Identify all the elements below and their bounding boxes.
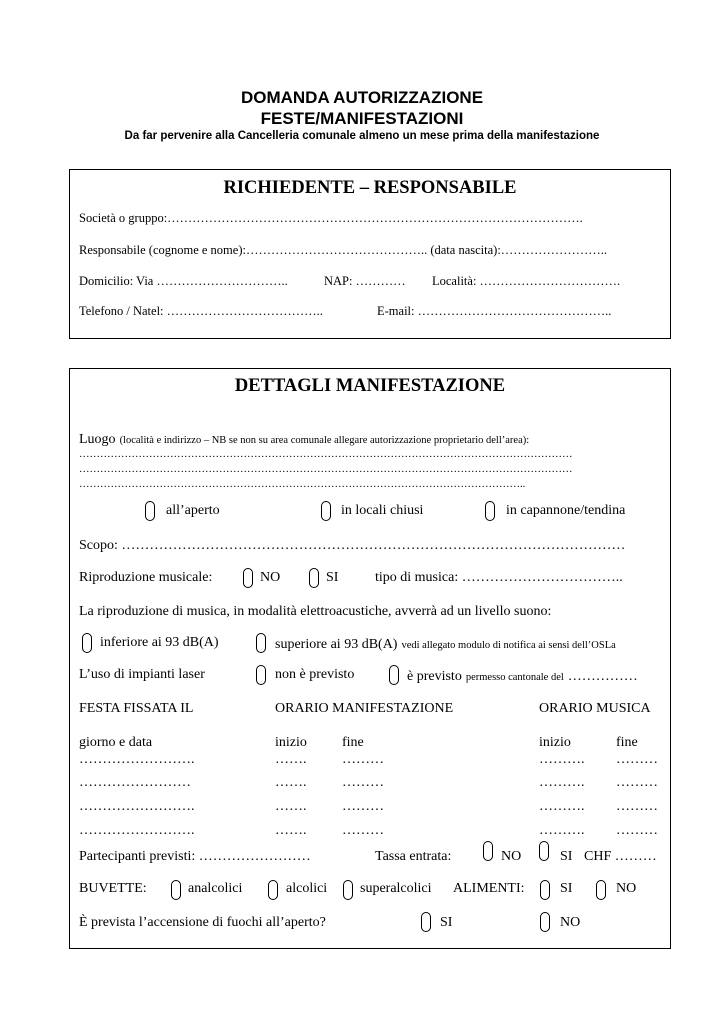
locali-chiusi-checkbox[interactable] (321, 501, 331, 521)
domicilio-field[interactable]: Domicilio: Via ………………………….. (79, 274, 288, 288)
luogo-label: Luogo (79, 432, 116, 447)
musica-fine-field[interactable]: ……… (616, 775, 658, 790)
all-aperto-label: all’aperto (166, 503, 220, 518)
musica-inizio-field[interactable]: ………. (539, 799, 585, 814)
tassa-si-label: SI (560, 849, 573, 864)
luogo-note: (località e indirizzo – NB se non su area comunale allegare autorizzazione proprietario dell’area): (119, 435, 530, 446)
laser-non-previsto-checkbox[interactable] (256, 665, 266, 685)
riproduzione-no-checkbox[interactable] (243, 568, 253, 588)
riproduzione-label: Riproduzione musicale: (79, 570, 213, 585)
superalcolici-label: superalcolici (360, 881, 432, 896)
date-field[interactable]: ……………………. (79, 799, 195, 814)
superalcolici-checkbox[interactable] (343, 880, 353, 900)
manif-fine-field[interactable]: ……… (342, 775, 384, 790)
partecipanti-field[interactable]: Partecipanti previsti: …………………… (79, 849, 311, 864)
musica-fine-field[interactable]: ……… (616, 799, 658, 814)
manif-fine-field[interactable]: ……… (342, 752, 384, 767)
luogo-line-3[interactable]: ……………………………………………………………………………………………………………….. (79, 479, 526, 490)
manif-inizio-field[interactable]: ……. (275, 799, 307, 814)
alimenti-label: ALIMENTI: (453, 881, 525, 896)
dettagli-section (69, 368, 671, 949)
tassa-si-checkbox[interactable] (539, 841, 549, 861)
riproduzione-si-checkbox[interactable] (309, 568, 319, 588)
laser-previsto-label: è previsto (407, 669, 462, 684)
fuochi-no-label: NO (560, 915, 581, 930)
nap-field[interactable]: NAP: ………… (324, 274, 406, 288)
richiedente-section (69, 169, 671, 339)
alcolici-label: alcolici (286, 881, 328, 896)
tipo-musica-field[interactable]: tipo di musica: …………………………….. (375, 570, 623, 585)
riproduzione-no-label: NO (260, 570, 281, 585)
orario-musica-heading: ORARIO MUSICA (539, 701, 651, 716)
scopo-field[interactable]: Scopo: ……………………………………………………………………………………………… (79, 538, 626, 553)
livello-suono-text: La riproduzione di musica, in modalità elettroacustiche, avverrà ad un livello suono: (79, 604, 552, 619)
document-title-line1: DOMANDA AUTORIZZAZIONE (240, 88, 484, 107)
schedule-row (70, 823, 670, 841)
manif-fine-heading: fine (342, 735, 364, 750)
locali-chiusi-label: in locali chiusi (341, 503, 424, 518)
superiore-checkbox[interactable] (256, 633, 266, 653)
document-subtitle: Da far pervenire alla Cancelleria comunale almeno un mese prima della manifestazione (124, 130, 600, 142)
manif-inizio-field[interactable]: ……. (275, 823, 307, 838)
email-field[interactable]: E-mail: ……………………………………….. (377, 304, 612, 318)
fuochi-question: È prevista l’accensione di fuochi all’aperto? (79, 915, 326, 930)
manif-inizio-field[interactable]: ……. (275, 752, 307, 767)
musica-fine-field[interactable]: ……… (616, 823, 658, 838)
schedule-row (70, 752, 670, 770)
all-aperto-checkbox[interactable] (145, 501, 155, 521)
laser-previsto-checkbox[interactable] (389, 665, 399, 685)
luogo-line-2[interactable]: …………………………………………………………………………………………………………………………… (79, 464, 573, 475)
inferiore-checkbox[interactable] (82, 633, 92, 653)
musica-fine-field[interactable]: ……… (616, 752, 658, 767)
musica-inizio-field[interactable]: ………. (539, 823, 585, 838)
alimenti-no-label: NO (616, 881, 637, 896)
superiore-label: superiore ai 93 dB(A) (275, 637, 398, 652)
localita-field[interactable]: Località: ……………………………. (432, 274, 621, 288)
schedule-row (70, 775, 670, 793)
alimenti-si-label: SI (560, 881, 573, 896)
fuochi-si-label: SI (440, 915, 453, 930)
riproduzione-si-label: SI (326, 570, 339, 585)
laser-non-previsto-label: non è previsto (275, 667, 355, 682)
luogo-line-1[interactable]: …………………………………………………………………………………………………………………………… (79, 449, 573, 460)
buvette-label: BUVETTE: (79, 881, 147, 896)
permesso-note: permesso cantonale del (465, 672, 564, 683)
capannone-checkbox[interactable] (485, 501, 495, 521)
analcolici-label: analcolici (188, 881, 243, 896)
orario-manifestazione-heading: ORARIO MANIFESTAZIONE (275, 701, 454, 716)
tassa-entrata-label: Tassa entrata: (375, 849, 452, 864)
superiore-note: vedi allegato modulo di notifica ai sensi dell’OSLa (401, 640, 616, 651)
responsabile-field[interactable]: Responsabile (cognome e nome):…………………………………….. (data nascita):…………………….. (79, 243, 608, 257)
fuochi-si-checkbox[interactable] (421, 912, 431, 932)
festa-fissata-heading: FESTA FISSATA IL (79, 701, 194, 716)
date-field[interactable]: …………………… (79, 775, 191, 790)
richiedente-title: RICHIEDENTE – RESPONSABILE (223, 178, 517, 198)
dettagli-title: DETTAGLI MANIFESTAZIONE (234, 376, 506, 396)
superiore-row (275, 635, 616, 653)
manif-fine-field[interactable]: ……… (342, 799, 384, 814)
fuochi-no-checkbox[interactable] (540, 912, 550, 932)
musica-inizio-field[interactable]: ………. (539, 752, 585, 767)
musica-inizio-heading: inizio (539, 735, 571, 750)
schedule-row (70, 799, 670, 817)
laser-previsto-row (407, 667, 638, 685)
analcolici-checkbox[interactable] (171, 880, 181, 900)
manif-fine-field[interactable]: ……… (342, 823, 384, 838)
musica-fine-heading: fine (616, 735, 638, 750)
luogo-label-row (79, 430, 529, 448)
giorno-data-heading: giorno e data (79, 735, 153, 750)
telefono-field[interactable]: Telefono / Natel: ……………………………….. (79, 304, 323, 318)
laser-label: L’uso di impianti laser (79, 667, 205, 682)
date-field[interactable]: ……………………. (79, 823, 195, 838)
manif-inizio-heading: inizio (275, 735, 307, 750)
manif-inizio-field[interactable]: ……. (275, 775, 307, 790)
document-title-line2: FESTE/MANIFESTAZIONI (260, 109, 464, 128)
alcolici-checkbox[interactable] (268, 880, 278, 900)
societa-field[interactable]: Società o gruppo:………………………………………………………………………………………. (79, 211, 583, 225)
date-field[interactable]: ……………………. (79, 752, 195, 767)
musica-inizio-field[interactable]: ………. (539, 775, 585, 790)
tassa-no-label: NO (501, 849, 522, 864)
alimenti-si-checkbox[interactable] (540, 880, 550, 900)
alimenti-no-checkbox[interactable] (596, 880, 606, 900)
permesso-field[interactable]: …………… (567, 669, 638, 684)
chf-field[interactable]: CHF ……… (584, 849, 657, 864)
capannone-label: in capannone/tendina (506, 503, 626, 518)
tassa-no-checkbox[interactable] (483, 841, 493, 861)
inferiore-label: inferiore ai 93 dB(A) (100, 635, 219, 650)
